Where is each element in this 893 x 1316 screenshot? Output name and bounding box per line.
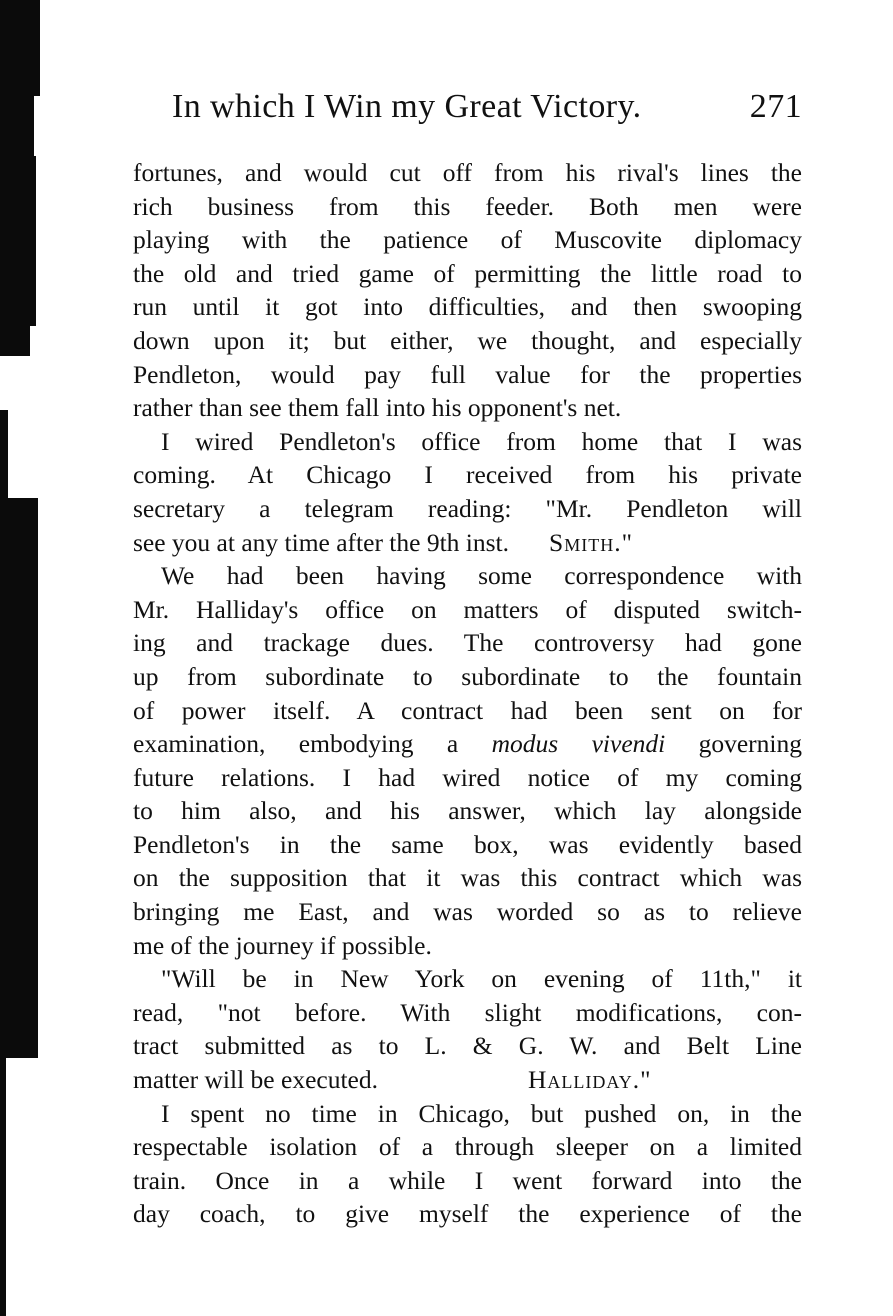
text-line: on the supposition that it was this contract which was bbox=[133, 863, 802, 893]
text-line: future relations. I had wired notice of my coming bbox=[133, 762, 802, 792]
text-line: day coach, to give myself the experience of the bbox=[133, 1199, 802, 1229]
italic-phrase: modus vivendi bbox=[491, 729, 666, 759]
text-line: I spent no time in Chicago, but pushed on, in the bbox=[161, 1098, 802, 1128]
scan-binding-edge bbox=[0, 0, 42, 1316]
text-line: "Will be in New York on evening of 11th," it bbox=[161, 964, 802, 994]
text-line: the old and tried game of permitting the little road to bbox=[133, 258, 802, 288]
text-line: down upon it; but either, we thought, and especially bbox=[133, 325, 802, 355]
text-line: tract submitted as to L. & G. W. and Belt Line bbox=[133, 1031, 802, 1061]
text-line: Mr. Halliday's office on matters of disputed switch- bbox=[133, 594, 802, 624]
text-line bbox=[133, 526, 802, 560]
signature-smith: Smith." bbox=[549, 527, 633, 557]
running-header bbox=[172, 88, 802, 132]
text-line: We had been having some correspondence with bbox=[161, 561, 802, 591]
text-fragment: governing bbox=[698, 729, 803, 759]
text-line: rich business from this feeder. Both men were bbox=[133, 191, 802, 221]
text-line: up from subordinate to subordinate to the fountain bbox=[133, 661, 802, 691]
text-line: coming. At Chicago I received from his private bbox=[133, 460, 802, 490]
text-line: read, "not before. With slight modifications, con- bbox=[133, 997, 802, 1027]
text-line: fortunes, and would cut off from his rival's lines the bbox=[133, 158, 802, 187]
text-fragment: examination, embodying a bbox=[133, 729, 459, 759]
text-line bbox=[133, 1063, 802, 1097]
text-line: ing and trackage dues. The controversy had gone bbox=[133, 628, 802, 658]
chapter-title: In which I Win my Great Victory. bbox=[172, 88, 642, 125]
text-line: of power itself. A contract had been sent on for bbox=[133, 695, 802, 725]
signature-halliday: Halliday." bbox=[527, 1065, 652, 1095]
text-line: rather than see them fall into his opponent's net. bbox=[133, 393, 622, 423]
text-line: train. Once in a while I went forward into the bbox=[133, 1165, 802, 1195]
text-line: Pendleton, would pay full value for the properties bbox=[133, 359, 802, 389]
text-line: I wired Pendleton's office from home that I was bbox=[161, 426, 802, 456]
page-number: 271 bbox=[749, 88, 802, 125]
text-line: run until it got into difficulties, and then swooping bbox=[133, 292, 802, 322]
text-line: to him also, and his answer, which lay alongside bbox=[133, 796, 802, 826]
text-line: playing with the patience of Muscovite diplomacy bbox=[133, 225, 802, 255]
text-line: secretary a telegram reading: "Mr. Pendleton will bbox=[133, 493, 802, 523]
telegram-text: see you at any time after the 9th inst. bbox=[133, 527, 510, 557]
text-line: bringing me East, and was worded so as to relieve bbox=[133, 897, 802, 927]
text-line bbox=[133, 727, 802, 761]
telegram-text: matter will be executed. bbox=[133, 1065, 378, 1095]
text-line: respectable isolation of a through sleeper on a limited bbox=[133, 1132, 802, 1162]
text-line: me of the journey if possible. bbox=[133, 930, 432, 960]
text-line: Pendleton's in the same box, was evidently based bbox=[133, 829, 802, 859]
page-body-text bbox=[133, 156, 802, 1231]
